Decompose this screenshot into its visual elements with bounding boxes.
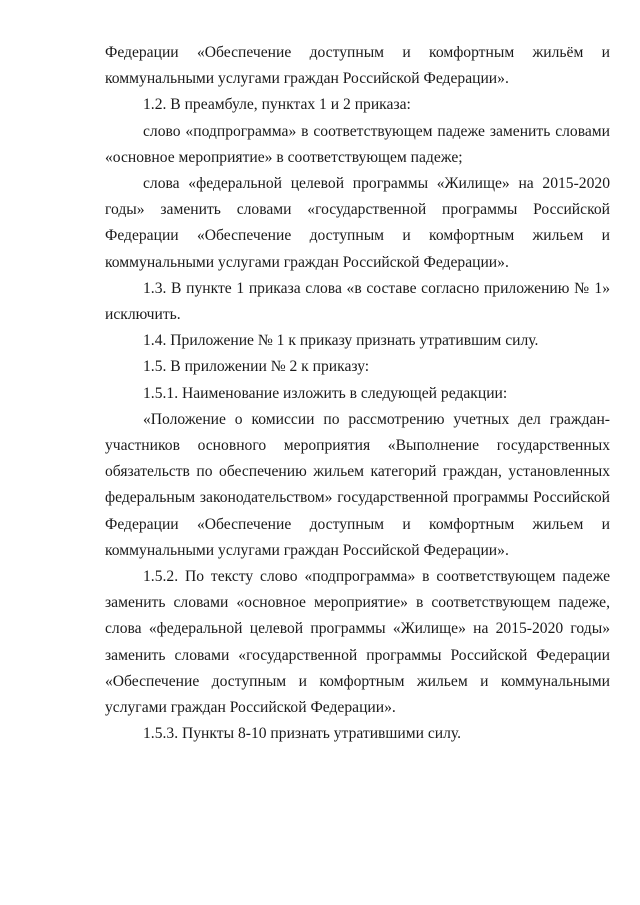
paragraph-1-5-2: 1.5.2. По тексту слово «подпрограмма» в соответствующем падеже заменить словами «основное мероприятие» в соответствующем падеже, слова «федеральной целевой программы «Жилище» на 2015-2020 годы» заменить словами «государственной программы Российской Федерации «Обеспечение доступным и комфортным жильем и коммунальными услугами граждан Российской Федерации». [105,568,610,717]
paragraph-1-5-1: 1.5.1. Наименование изложить в следующей редакции: [143,384,508,402]
paragraph-words-replacement: слова «федеральной целевой программы «Жилище» на 2015-2020 годы» заменить словами «государственной программы Российской Федерации «Обеспечение доступным и комфортным жильем и коммунальными услугами граждан Российской Федерации». [105,175,610,271]
paragraph-1-3: 1.3. В пункте 1 приказа слова «в составе согласно приложению № 1» исключить. [105,279,610,324]
paragraph-continuation: Федерации «Обеспечение доступным и комфортным жильём и коммунальными услугами граждан Российской Федерации». [105,44,610,88]
paragraph-quoted-title: «Положение о комиссии по рассмотрению учетных дел граждан-участников основного мероприятия «Выполнение государственных обязательств по обеспечению жильем категорий граждан, установленных федеральным законодательством» государственной программы Российской Федерации «Обеспечение доступным и комфортным жильем и коммунальными услугами граждан Российской Федерации». [105,410,610,559]
paragraph-1-5-3: 1.5.3. Пункты 8-10 признать утратившими силу. [143,725,462,743]
paragraph-1-4: 1.4. Приложение № 1 к приказу признать утратившим силу. [143,332,539,350]
paragraph-word-replacement: слово «подпрограмма» в соответствующем падеже заменить словами «основное мероприятие» в соответствующем падеже; [105,122,610,166]
document-body [105,40,610,747]
paragraph-1-5: 1.5. В приложении № 2 к приказу: [143,358,370,376]
paragraph-1-2: 1.2. В преамбуле, пунктах 1 и 2 приказа: [143,96,411,114]
